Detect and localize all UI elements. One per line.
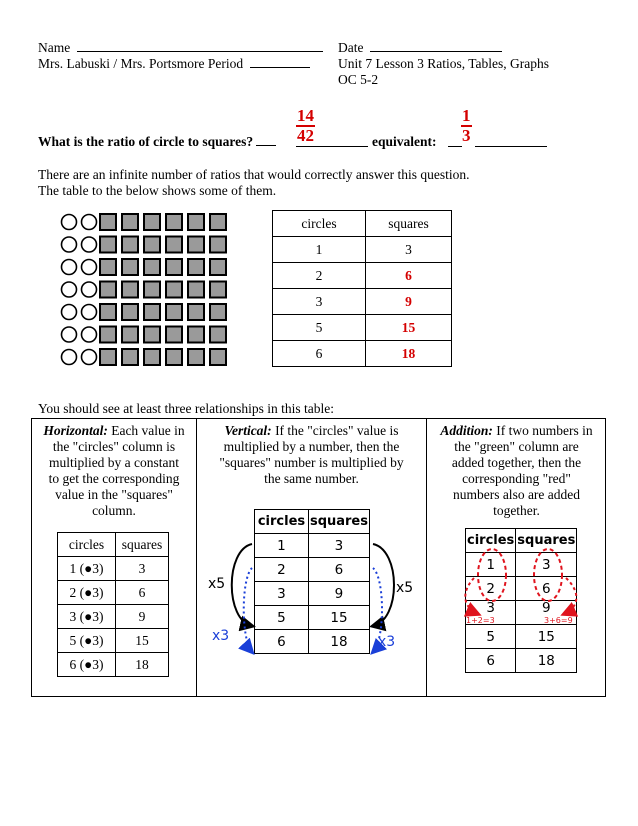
circle-shape (62, 282, 77, 297)
vertical-text-1: If the "circles" value is (271, 423, 399, 438)
circle-shape (82, 237, 97, 252)
header-squares: squares (116, 533, 169, 557)
vertical-description (197, 423, 426, 487)
addition-text-6: together. (493, 503, 540, 518)
cell-squares: 3 (516, 553, 577, 577)
cell-circles: 2 (255, 558, 309, 582)
addition-text-3: added together, then the (451, 455, 582, 470)
square-shape (166, 237, 182, 253)
addition-text-5: numbers also are added (452, 487, 581, 502)
square-shape (166, 349, 182, 365)
cell-circles: 6 (466, 649, 516, 673)
horizontal-text-2: the "circles" column is (52, 439, 176, 454)
square-shape (210, 327, 226, 343)
name-blank[interactable] (77, 40, 323, 52)
square-shape (100, 282, 116, 298)
circle-shape (62, 305, 77, 320)
square-shape (122, 304, 138, 320)
name-line (38, 40, 323, 56)
square-shape (188, 349, 204, 365)
square-shape (210, 349, 226, 365)
cell-squares: 9 (308, 582, 369, 606)
right-black-arrow (373, 544, 394, 626)
sum-left: 1+2=3 (466, 616, 495, 625)
vertical-text-4: the same number. (264, 471, 359, 486)
right-red-arrow (564, 578, 576, 614)
ratio-question (38, 134, 276, 150)
circle-shape (82, 327, 97, 342)
left-red-oval (478, 549, 506, 601)
vertical-text-2: multiplied by a number, then the (223, 439, 400, 454)
cell-squares: 18 (516, 649, 577, 673)
circles-squares-grid (60, 210, 240, 370)
cell-circles: 6 (●3) (58, 653, 116, 677)
square-shape (100, 327, 116, 343)
addition-text-1: If two numbers in (492, 423, 593, 438)
answer-fraction-1-3 (461, 107, 472, 145)
horizontal-text-3: multiplied by a constant (48, 455, 180, 470)
right-red-oval (534, 549, 562, 601)
cell-squares: 6 (516, 577, 577, 601)
cell-squares: 6 (308, 558, 369, 582)
square-shape (210, 237, 226, 253)
square-shape (144, 214, 160, 230)
horizontal-table (57, 532, 169, 677)
header-squares: squares (308, 510, 369, 534)
horizontal-text-1: Each value in (107, 423, 185, 438)
cell-squares-answer: 18 (366, 341, 452, 367)
square-shape (122, 214, 138, 230)
square-shape (100, 214, 116, 230)
question-text: What is the ratio of circle to squares? (38, 134, 254, 149)
square-shape (144, 349, 160, 365)
equivalent-label: equivalent: (372, 134, 437, 149)
square-shape (166, 304, 182, 320)
cell-circles: 3 (●3) (58, 605, 116, 629)
sum-right: 3+6=9 (544, 616, 573, 625)
left-red-arrow (465, 578, 478, 614)
square-shape (188, 237, 204, 253)
circle-shape (62, 327, 77, 342)
name-label: Name (38, 40, 71, 55)
left-black-arrow (232, 544, 252, 626)
answer2-numerator: 1 (462, 106, 471, 125)
teacher-label: Mrs. Labuski / Mrs. Portsmore Period (38, 56, 244, 71)
circle-shape (82, 305, 97, 320)
cell-circles: 5 (466, 625, 516, 649)
horizontal-title: Horizontal: (43, 423, 108, 438)
square-shape (188, 214, 204, 230)
square-shape (122, 237, 138, 253)
cell-squares-answer: 9 (366, 289, 452, 315)
square-shape (144, 282, 160, 298)
horizontal-text-4: to get the corresponding (48, 471, 180, 486)
answer1-numerator: 14 (297, 106, 314, 125)
square-shape (210, 259, 226, 275)
addition-text-2: the "green" column are (454, 439, 579, 454)
square-shape (188, 327, 204, 343)
square-shape (100, 349, 116, 365)
intro-line-1: There are an infinite number of ratios that would correctly answer this question. (38, 167, 470, 182)
annot-right-x3: x3 (378, 634, 396, 650)
horizontal-description (32, 423, 196, 519)
square-shape (210, 304, 226, 320)
answer2-underline-b (475, 146, 547, 147)
intro-line-2: The table to the below shows some of them. (38, 183, 277, 198)
header-squares: squares (516, 529, 577, 553)
cell-circles: 5 (273, 315, 366, 341)
square-shape (122, 349, 138, 365)
cell-squares-answer: 15 (366, 315, 452, 341)
header-circles: circles (466, 529, 516, 553)
square-shape (188, 259, 204, 275)
cell-squares: 15 (516, 625, 577, 649)
square-shape (122, 282, 138, 298)
cell-squares: 9 (516, 601, 577, 625)
square-shape (100, 304, 116, 320)
relationships-intro: You should see at least three relationships in this table: (38, 401, 334, 416)
square-shape (144, 259, 160, 275)
addition-title: Addition: (440, 423, 493, 438)
square-shape (188, 282, 204, 298)
cell-circles: 2 (273, 263, 366, 289)
circle-shape (82, 350, 97, 365)
cell-squares-answer: 6 (366, 263, 452, 289)
annot-left-x3: x3 (212, 628, 230, 644)
answer2-underline-a (448, 146, 462, 147)
cell-squares: 18 (308, 630, 369, 654)
circle-shape (82, 260, 97, 275)
cell-squares: 15 (116, 629, 169, 653)
answer-fraction-14-42 (296, 107, 315, 145)
teacher-line (38, 56, 310, 72)
cell-squares: 18 (116, 653, 169, 677)
cell-circles: 3 (466, 601, 516, 625)
main-ratio-table (272, 210, 452, 367)
square-shape (188, 304, 204, 320)
date-line (338, 40, 502, 56)
square-shape (166, 327, 182, 343)
horizontal-text-6: column. (92, 503, 136, 518)
cell-circles: 1 (273, 237, 366, 263)
period-blank[interactable] (250, 56, 310, 68)
square-shape (210, 282, 226, 298)
cell-squares: 3 (308, 534, 369, 558)
circle-shape (82, 282, 97, 297)
header-circles: circles (58, 533, 116, 557)
answer2-denominator: 3 (462, 126, 471, 145)
vertical-text-3: "squares" number is multiplied by (219, 455, 404, 470)
annot-left-x5: x5 (208, 576, 226, 592)
cell-squares: 15 (308, 606, 369, 630)
annot-right-x5: x5 (396, 580, 414, 596)
circle-shape (62, 237, 77, 252)
square-shape (100, 259, 116, 275)
left-blue-arrow (244, 568, 252, 652)
circle-shape (62, 350, 77, 365)
square-shape (122, 259, 138, 275)
addition-description (427, 423, 606, 519)
square-shape (122, 327, 138, 343)
cell-circles: 3 (273, 289, 366, 315)
cell-squares: 3 (366, 237, 452, 263)
cell-squares: 9 (116, 605, 169, 629)
cell-circles: 1 (466, 553, 516, 577)
unit-title: Unit 7 Lesson 3 Ratios, Tables, Graphs (338, 56, 550, 71)
vertical-title: Vertical: (224, 423, 272, 438)
cell-squares: 6 (116, 581, 169, 605)
cell-circles: 5 (●3) (58, 629, 116, 653)
circle-shape (62, 215, 77, 230)
square-shape (166, 259, 182, 275)
cell-circles: 1 (●3) (58, 557, 116, 581)
header-circles: circles (255, 510, 309, 534)
date-label: Date (338, 40, 364, 55)
cell-circles: 6 (273, 341, 366, 367)
circle-shape (62, 260, 77, 275)
square-shape (144, 327, 160, 343)
addition-text-4: corresponding "red" (462, 471, 571, 486)
horizontal-text-5: value in the "squares" (55, 487, 173, 502)
cell-circles: 1 (255, 534, 309, 558)
question-blank-a (256, 134, 276, 146)
date-blank[interactable] (370, 40, 502, 52)
cell-circles: 5 (255, 606, 309, 630)
answer1-underline (296, 146, 368, 147)
cell-circles: 3 (255, 582, 309, 606)
answer1-denominator: 42 (297, 126, 314, 145)
header-squares: squares (366, 211, 452, 237)
cell-circles: 6 (255, 630, 309, 654)
square-shape (144, 304, 160, 320)
square-shape (166, 282, 182, 298)
square-shape (100, 237, 116, 253)
square-shape (144, 237, 160, 253)
cell-circles: 2 (●3) (58, 581, 116, 605)
header-circles: circles (273, 211, 366, 237)
square-shape (210, 214, 226, 230)
cell-squares: 3 (116, 557, 169, 581)
cell-circles: 2 (466, 577, 516, 601)
oc-label: OC 5-2 (338, 72, 379, 87)
circle-shape (82, 215, 97, 230)
square-shape (166, 214, 182, 230)
